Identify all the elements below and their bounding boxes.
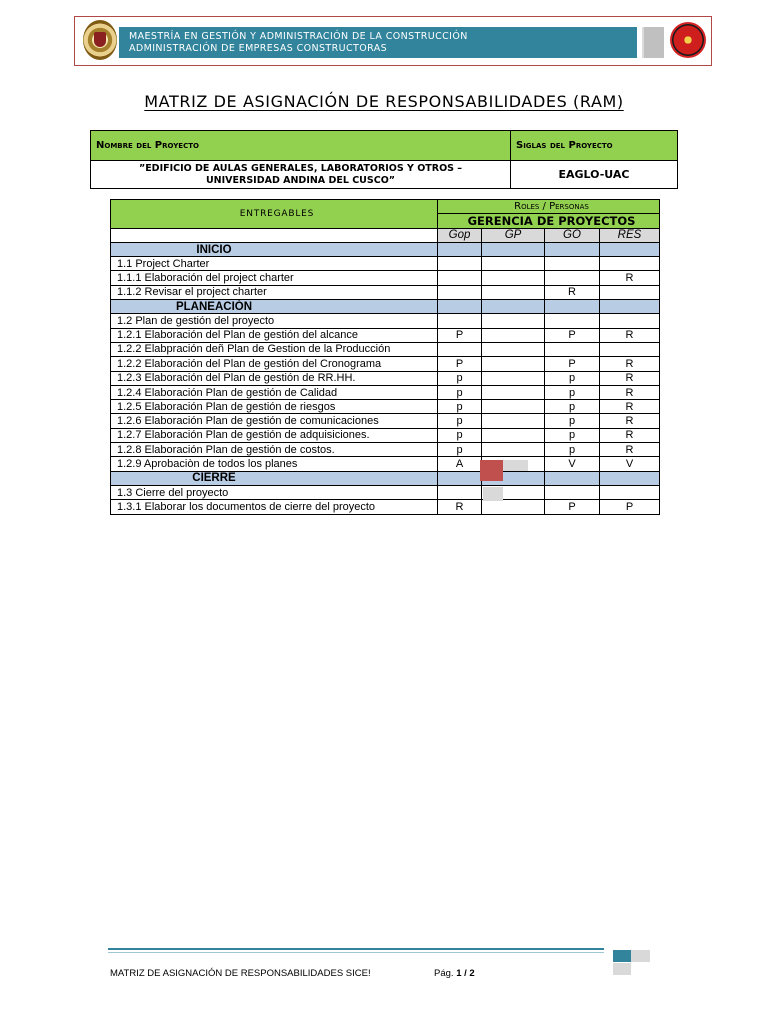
page-total: 2 [469, 968, 475, 979]
responsibility-cell: R [600, 271, 660, 285]
responsibility-cell [600, 257, 660, 271]
project-name-value [91, 161, 511, 189]
responsibility-cell [482, 314, 545, 328]
responsibility-cell: p [545, 414, 600, 428]
page-title: MATRIZ DE ASIGNACIÓN DE RESPONSABILIDADES (RAM) [144, 92, 624, 111]
responsibility-cell: V [600, 457, 660, 471]
responsibility-cell [438, 285, 482, 299]
table-row [111, 400, 660, 414]
page-prefix: Pág. [434, 968, 454, 979]
responsibility-cell [438, 271, 482, 285]
responsibility-cell: p [545, 371, 600, 385]
responsibility-cell: R [438, 500, 482, 514]
section-cell [600, 300, 660, 314]
deliverable-label: 1.3.1 Elaborar los documentos de cierre del proyecto [111, 500, 438, 514]
footer-decoration [631, 950, 650, 962]
section-cell [438, 242, 482, 256]
responsibility-cell [438, 257, 482, 271]
project-name-line2: UNIVERSIDAD ANDINA DEL CUSCO” [205, 174, 396, 186]
responsibility-cell [600, 314, 660, 328]
responsibility-cell [600, 342, 660, 356]
responsibility-cell: p [438, 400, 482, 414]
responsibility-cell [482, 342, 545, 356]
deliverable-label: 1.1.2 Revisar el project charter [111, 285, 438, 299]
header-decoration [642, 27, 664, 58]
responsibility-cell [482, 428, 545, 442]
responsibility-cell: R [600, 414, 660, 428]
table-row [111, 357, 660, 371]
project-info-table [90, 130, 678, 189]
table-row [111, 414, 660, 428]
grey-highlight-mark [503, 460, 528, 471]
deliverable-label: 1.2.1 Elaboración del Plan de gestión del alcance [111, 328, 438, 342]
deliverable-label: 1.2.2 Elaboración del Plan de gestión del Cronograma [111, 357, 438, 371]
table-row [111, 328, 660, 342]
responsibility-cell [482, 414, 545, 428]
section-cell [545, 471, 600, 485]
responsibility-cell: p [438, 371, 482, 385]
responsibility-cell [438, 314, 482, 328]
project-acronym-label: Siglas del Proyecto [511, 131, 678, 161]
deliverable-label: 1.3 Cierre del proyecto [111, 485, 438, 499]
roles-row [111, 228, 660, 242]
responsibility-cell [482, 271, 545, 285]
section-cell [482, 300, 545, 314]
table-row [111, 285, 660, 299]
responsibility-cell: R [600, 428, 660, 442]
responsibility-cell [438, 485, 482, 499]
table-row [111, 485, 660, 499]
section-row [111, 471, 660, 485]
responsibility-cell [482, 285, 545, 299]
responsibility-cell: A [438, 457, 482, 471]
project-acronym-value: EAGLO-UAC [511, 161, 678, 189]
section-cell [438, 300, 482, 314]
deliverables-header: ENTREGABLES [111, 200, 438, 229]
responsibility-cell [482, 328, 545, 342]
responsibility-cell [482, 385, 545, 399]
responsibility-matrix-table [110, 199, 660, 515]
section-label: INICIO [111, 242, 438, 256]
document-header [74, 16, 712, 66]
deliverable-label: 1.2.6 Elaboración Plan de gestión de comunicaciones [111, 414, 438, 428]
responsibility-cell: P [545, 357, 600, 371]
project-name-line1: ”EDIFICIO DE AULAS GENERALES, LABORATORIOS Y OTROS – [138, 162, 463, 174]
responsibility-cell [482, 257, 545, 271]
responsibility-cell: p [545, 428, 600, 442]
university-seal-logo [83, 20, 117, 60]
footer-text: MATRIZ DE ASIGNACIÓN DE RESPONSABILIDADES SICE! [110, 968, 371, 979]
responsibility-cell: R [600, 443, 660, 457]
responsibility-cell [545, 314, 600, 328]
responsibility-cell [600, 285, 660, 299]
responsibility-cell [482, 371, 545, 385]
deliverable-label: 1.2.8 Elaboración Plan de gestión de costos. [111, 443, 438, 457]
responsibility-cell: R [600, 371, 660, 385]
responsibility-cell: p [545, 443, 600, 457]
role-gop: Gop [438, 228, 482, 242]
responsibility-cell: P [545, 500, 600, 514]
responsibility-cell [545, 271, 600, 285]
deliverable-label: 1.2.3 Elaboración del Plan de gestión de RR.HH. [111, 371, 438, 385]
responsibility-cell: R [600, 385, 660, 399]
responsibility-cell [545, 342, 600, 356]
table-row [111, 385, 660, 399]
table-row [111, 500, 660, 514]
page-number: Pág. 1 / 2 [434, 968, 475, 979]
responsibility-cell: R [600, 357, 660, 371]
table-row [111, 314, 660, 328]
responsibility-cell [545, 485, 600, 499]
table-row [111, 271, 660, 285]
table-row [111, 257, 660, 271]
responsibility-cell: P [545, 328, 600, 342]
responsibility-cell [600, 485, 660, 499]
section-label: PLANEACIÓN [111, 300, 438, 314]
table-row [111, 428, 660, 442]
responsibility-cell: p [438, 414, 482, 428]
header-course-line: ADMINISTRACIÓN DE EMPRESAS CONSTRUCTORAS [129, 43, 388, 54]
deliverable-label: 1.1.1 Elaboración del project charter [111, 271, 438, 285]
red-highlight-mark [480, 460, 503, 481]
section-cell [600, 242, 660, 256]
section-cell [600, 471, 660, 485]
responsibility-cell: R [545, 285, 600, 299]
roles-row-spacer [111, 228, 438, 242]
role-go: GO [545, 228, 600, 242]
responsibility-cell [482, 443, 545, 457]
responsibility-cell: P [438, 328, 482, 342]
section-label: CIERRE [111, 471, 438, 485]
responsibility-cell [482, 357, 545, 371]
table-row [111, 371, 660, 385]
responsibility-cell: p [438, 428, 482, 442]
responsibility-cell [545, 257, 600, 271]
role-res: RES [600, 228, 660, 242]
deliverable-label: 1.2.4 Elaboración Plan de gestión de Calidad [111, 385, 438, 399]
deliverable-label: 1.2.2 Elabpración deñ Plan de Gestion de la Producción [111, 342, 438, 356]
deliverable-label: 1.2 Plan de gestión del proyecto [111, 314, 438, 328]
responsibility-cell: p [438, 443, 482, 457]
responsibility-cell: R [600, 328, 660, 342]
role-gp: GP [482, 228, 545, 242]
grey-highlight-mark [483, 487, 503, 501]
table-row [111, 342, 660, 356]
deliverable-label: 1.2.7 Elaboración Plan de gestión de adquisiciones. [111, 428, 438, 442]
section-cell [438, 471, 482, 485]
group-header: GERENCIA DE PROYECTOS [438, 214, 660, 228]
deliverable-label: 1.1 Project Charter [111, 257, 438, 271]
footer-rule-thin [108, 952, 604, 953]
header-program-line: MAESTRÍA EN GESTIÓN Y ADMINISTRACIÓN DE LA CONSTRUCCIÓN [129, 31, 468, 42]
table-row [111, 457, 660, 471]
table-row [111, 443, 660, 457]
roles-header: Roles / Personas [438, 200, 660, 214]
footer-rule [108, 948, 604, 950]
responsibility-cell: p [545, 400, 600, 414]
responsibility-cell: p [438, 385, 482, 399]
deliverable-label: 1.2.9 Aprobaciòn de todos los planes [111, 457, 438, 471]
responsibility-cell [482, 400, 545, 414]
responsibility-cell [438, 342, 482, 356]
footer-decoration [613, 950, 631, 962]
responsibility-cell: p [545, 385, 600, 399]
section-cell [482, 242, 545, 256]
responsibility-cell [482, 500, 545, 514]
section-row [111, 242, 660, 256]
responsibility-cell: P [600, 500, 660, 514]
deliverable-label: 1.2.5 Elaboración Plan de gestión de riesgos [111, 400, 438, 414]
header-band [119, 27, 637, 58]
institution-logo [670, 22, 706, 58]
section-cell [545, 300, 600, 314]
responsibility-cell: P [438, 357, 482, 371]
responsibility-cell: R [600, 400, 660, 414]
section-cell [545, 242, 600, 256]
page-current: 1 [456, 968, 462, 979]
responsibility-cell: V [545, 457, 600, 471]
project-name-label: Nombre del Proyecto [91, 131, 511, 161]
footer-decoration [613, 963, 631, 975]
section-row [111, 300, 660, 314]
